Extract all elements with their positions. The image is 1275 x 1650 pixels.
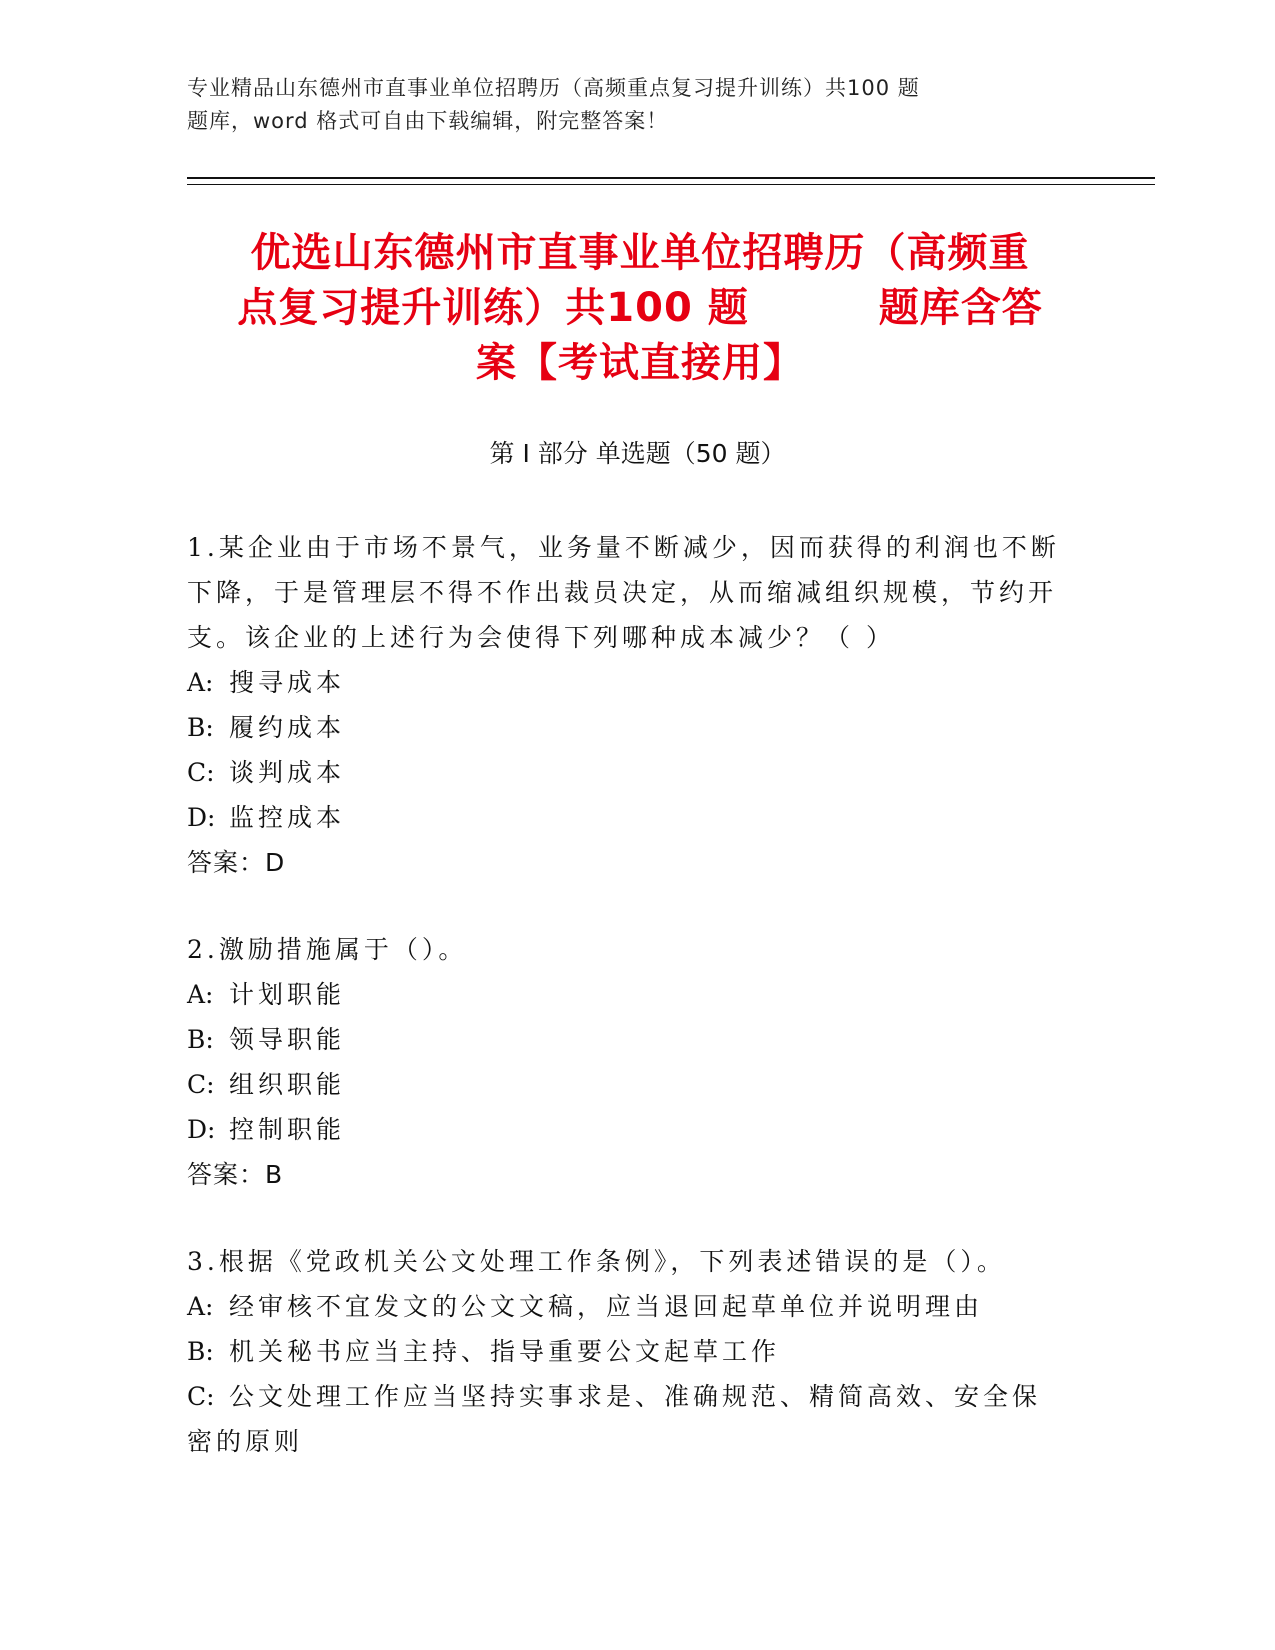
section-title: 第 I 部分 单选题（50 题）	[489, 439, 786, 468]
option-b: B: 履约成本	[187, 713, 346, 742]
question-stem: 3.根据《党政机关公文处理工作条例》，下列表述错误的是（）。	[187, 1247, 1006, 1276]
option-d: D: 控制职能	[187, 1115, 346, 1144]
header-note-line-2: 题库，word 格式可自由下载编辑，附完整答案！	[187, 109, 669, 133]
question-list	[187, 525, 1067, 1506]
question-stem: 2.激励措施属于（）。	[187, 935, 468, 964]
answer: 答案：D	[187, 848, 286, 877]
option-d: D: 监控成本	[187, 803, 346, 832]
option-a: A: 经审核不宜发文的公文文稿，应当退回起草单位并说明理由	[187, 1292, 984, 1321]
option-c: C: 谈判成本	[187, 758, 346, 787]
answer: 答案：B	[187, 1160, 284, 1189]
option-b: B: 机关秘书应当主持、指导重要公文起草工作	[187, 1337, 781, 1366]
question-stem: 1.某企业由于市场不景气，业务量不断减少，因而获得的利润也不断下降，于是管理层不得不作出裁员决定，从而缩减组织规模，节约开支。该企业的上述行为会使得下列哪种成本减少？（ ）	[187, 533, 1060, 652]
option-c: C: 公文处理工作应当坚持实事求是、准确规范、精简高效、安全保密的原则	[187, 1382, 1042, 1456]
title-line-1: 优选山东德州市直事业单位招聘历（高频重	[250, 230, 1030, 276]
title-line-2a: 点复习提升训练）共100 题	[237, 285, 749, 331]
option-c: C: 组织职能	[187, 1070, 346, 1099]
option-a: A: 计划职能	[187, 980, 346, 1009]
option-a: A: 搜寻成本	[187, 668, 346, 697]
question-3	[187, 1239, 1067, 1464]
question-2	[187, 927, 1067, 1197]
header-divider-thin	[187, 184, 1155, 185]
title-line-2	[200, 281, 1080, 336]
header-divider-thick	[187, 177, 1155, 179]
title-line-3: 案【考试直接用】	[476, 340, 804, 386]
document-title	[200, 226, 1080, 391]
option-b: B: 领导职能	[187, 1025, 346, 1054]
title-line-2b: 题库含答	[878, 285, 1043, 331]
question-1	[187, 525, 1067, 885]
header-note-line-1: 专业精品山东德州市直事业单位招聘历（高频重点复习提升训练）共100 题	[187, 76, 920, 100]
header-note	[187, 72, 1047, 138]
